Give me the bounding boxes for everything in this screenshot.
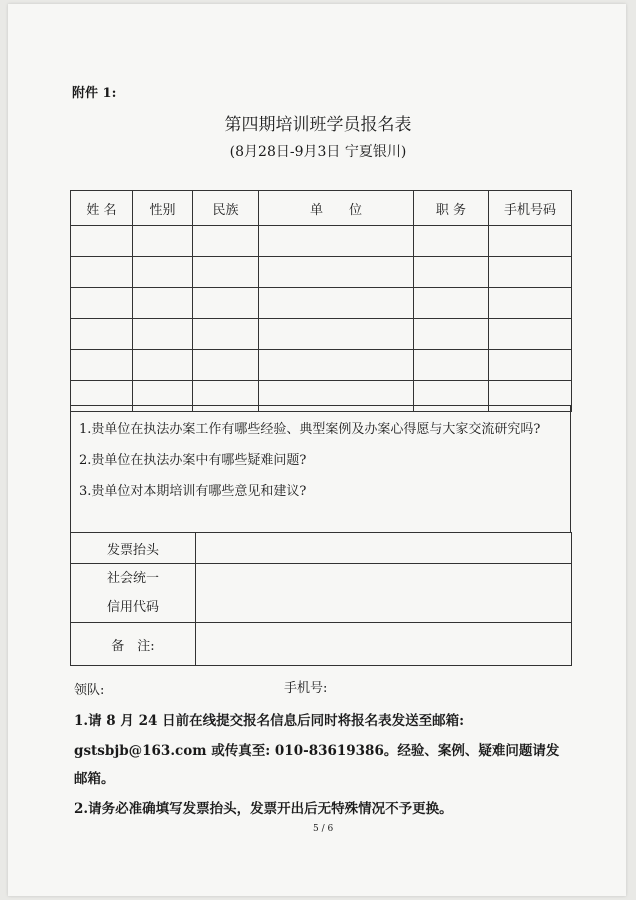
credit-code-label-line2: 信用代码 [106, 600, 159, 615]
cell-ethnicity[interactable] [193, 319, 259, 350]
credit-code-label-line1: 社会统一 [106, 571, 159, 586]
cell-position[interactable] [414, 257, 489, 288]
cell-ethnicity[interactable] [193, 226, 259, 257]
cell-position[interactable] [414, 350, 489, 381]
table-row [71, 288, 572, 319]
cell-gender[interactable] [133, 257, 193, 288]
header-position: 职 务 [414, 191, 489, 226]
remarks-label: 备 注: [71, 623, 196, 666]
cell-name[interactable] [71, 226, 133, 257]
cell-mobile[interactable] [489, 257, 572, 288]
cell-organization[interactable] [259, 288, 414, 319]
table-row [71, 226, 572, 257]
header-name: 姓 名 [71, 191, 133, 226]
invoice-title-field[interactable] [196, 533, 572, 564]
cell-position[interactable] [414, 319, 489, 350]
cell-name[interactable] [71, 350, 133, 381]
note-line-4: 2.请务必准确填写发票抬头，发票开出后无特殊情况不予更换。 [74, 801, 453, 817]
credit-code-field[interactable] [196, 564, 572, 623]
header-organization: 单 位 [259, 191, 414, 226]
cell-organization[interactable] [259, 226, 414, 257]
table-row [71, 257, 572, 288]
cell-mobile[interactable] [489, 350, 572, 381]
cell-ethnicity[interactable] [193, 257, 259, 288]
cell-gender[interactable] [133, 288, 193, 319]
cell-name[interactable] [71, 257, 133, 288]
cell-gender[interactable] [133, 226, 193, 257]
cell-organization[interactable] [259, 319, 414, 350]
cell-gender[interactable] [133, 350, 193, 381]
cell-ethnicity[interactable] [193, 350, 259, 381]
invoice-table [70, 532, 572, 666]
remarks-row [71, 623, 572, 666]
cell-name[interactable] [71, 288, 133, 319]
page-number: 5 / 6 [313, 824, 334, 834]
question-3: 3.贵单位对本期培训有哪些意见和建议? [79, 484, 307, 499]
attachment-label: 附件 1: [72, 86, 117, 101]
cell-position[interactable] [414, 288, 489, 319]
header-ethnicity: 民族 [193, 191, 259, 226]
table-row [71, 319, 572, 350]
credit-code-label [71, 564, 196, 623]
remarks-field[interactable] [196, 623, 572, 666]
cell-gender[interactable] [133, 319, 193, 350]
cell-organization[interactable] [259, 257, 414, 288]
questions-box[interactable] [70, 405, 571, 533]
invoice-title-label: 发票抬头 [71, 533, 196, 564]
leader-label: 领队: [74, 683, 105, 698]
invoice-title-row [71, 533, 572, 564]
table-header-row [71, 191, 572, 226]
note-line-2: gstsbjb@163.com 或传真至: 010-83619386。经验、案例、疑难问题请发 [74, 743, 560, 759]
table-row [71, 350, 572, 381]
header-mobile: 手机号码 [489, 191, 572, 226]
note-line-3: 邮箱。 [74, 771, 115, 787]
form-subtitle: (8月28日-9月3日 宁夏银川) [229, 144, 407, 160]
registration-table [70, 190, 572, 412]
credit-code-row [71, 564, 572, 623]
cell-ethnicity[interactable] [193, 288, 259, 319]
header-gender: 性别 [133, 191, 193, 226]
cell-mobile[interactable] [489, 288, 572, 319]
form-title: 第四期培训班学员报名表 [224, 115, 412, 135]
cell-organization[interactable] [259, 350, 414, 381]
question-1: 1.贵单位在执法办案工作有哪些经验、典型案例及办案心得愿与大家交流研究吗? [79, 422, 541, 437]
note-line-1: 1.请 8 月 24 日前在线提交报名信息后同时将报名表发送至邮箱: [74, 713, 465, 729]
cell-mobile[interactable] [489, 319, 572, 350]
question-2: 2.贵单位在执法办案中有哪些疑难问题? [79, 453, 307, 468]
cell-mobile[interactable] [489, 226, 572, 257]
cell-name[interactable] [71, 319, 133, 350]
cell-position[interactable] [414, 226, 489, 257]
phone-label: 手机号: [284, 681, 328, 696]
